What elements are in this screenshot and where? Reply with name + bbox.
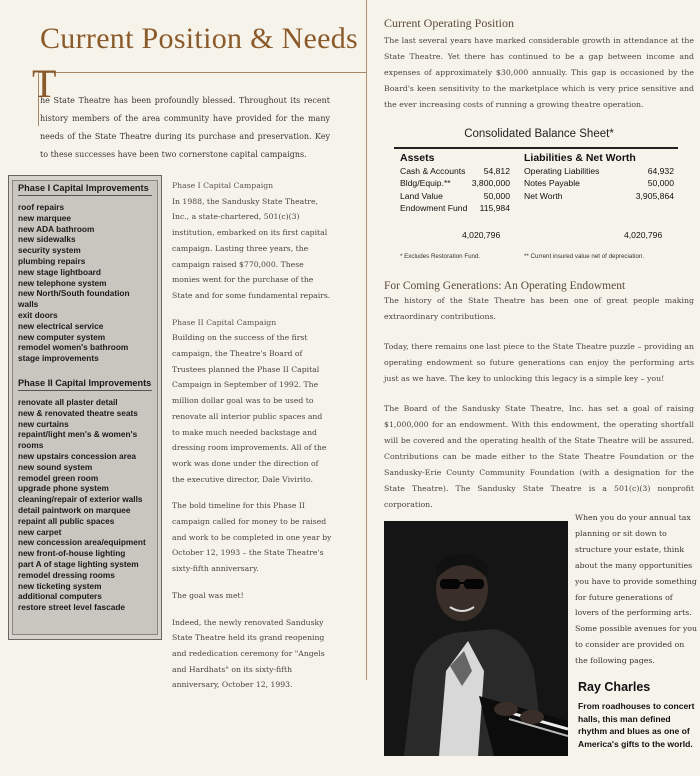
- phase1-list: [18, 202, 152, 364]
- asset-value: 54,812: [483, 166, 510, 176]
- phase1-item: new North/South foundation walls: [18, 288, 130, 310]
- phase2-item: new & renovated theatre seats: [18, 407, 138, 418]
- estate-planning-text: When you do your annual tax planning or sit down to structure your estate, think about the many opportunities you have to provide something for future generations of lovers of the performing arts. Some possible avenues for you to consider are provided on the following pages.: [575, 513, 697, 666]
- phase1-item: new electrical service: [18, 320, 104, 331]
- asset-value: 3,800,000: [471, 178, 510, 189]
- phase1-campaign-heading: Phase I Capital Campaign: [172, 181, 274, 190]
- asset-label: Endowment Fund: [400, 203, 468, 214]
- phase2-item: remodel green room: [18, 472, 99, 483]
- asset-label: Cash & Accounts: [400, 166, 466, 176]
- assets-total: 4,020,796: [462, 230, 501, 240]
- phase2-item: new sound system: [18, 461, 93, 472]
- endowment-title: For Coming Generations: An Operating Endowment: [384, 280, 626, 292]
- asset-label: Land Value: [400, 190, 443, 201]
- asset-value: 50,000: [483, 190, 510, 201]
- phase1-item: new sidewalks: [18, 234, 76, 245]
- phase1-item: roof repairs: [18, 202, 65, 212]
- phase2-item: detail paintwork on marquee: [18, 504, 131, 515]
- phase2-item: new upstairs concession area: [18, 450, 137, 461]
- liability-row: [524, 177, 674, 189]
- phase1-item: new telephone system: [18, 277, 107, 288]
- phase2-heading: Phase II Capital Improvements: [18, 378, 152, 391]
- phase2-item: renovate all plaster detail: [18, 396, 118, 407]
- phase2-campaign-heading: Phase II Capital Campaign: [172, 317, 277, 327]
- campaign-history: [172, 178, 332, 704]
- phase2-item: upgrade phone system: [18, 483, 109, 494]
- operating-position-section: [384, 16, 694, 113]
- phase2-item: cleaning/repair of exterior walls: [18, 494, 143, 505]
- phase1-heading: Phase I Capital Improvements: [18, 183, 152, 196]
- phase2-item: restore street level fascade: [18, 602, 126, 613]
- asset-label: Bldg/Equip.**: [400, 178, 451, 189]
- phase2-campaign-text: Building on the success of the first campaign, the Theatre's Board of Trustees planned the Phase II Capital Campaign in September of 1992. The million dollar goal was to be used to renovate all interior public spaces and to make much needed backstage and dressing room improvements. All of the work was done under the direction of the executive director, Dale Vivirito.: [172, 333, 327, 484]
- intro-paragraph: he State Theatre has been profoundly blessed. Throughout its recent history members of the area community have provided for the many needs of the State Theatre during its purchase and preservation. Key to these successes have been two cornerstone capital campaigns.: [40, 96, 330, 159]
- liabilities-total: 4,020,796: [624, 230, 663, 240]
- intro-dropcap: T: [32, 61, 57, 106]
- phase2-item: new ticketing system: [18, 580, 102, 591]
- liabilities-column: [524, 152, 674, 202]
- endowment-section: [384, 280, 694, 527]
- footnote-insured-value: ** Current insured value net of depreciation.: [524, 253, 645, 260]
- endowment-paragraph-1: The history of the State Theatre has been one of great people making extraordinary contributions.: [384, 296, 694, 321]
- phase1-item: remodel women's bathroom: [18, 342, 129, 353]
- assets-heading: Assets: [400, 152, 435, 164]
- balance-sheet-title: Consolidated Balance Sheet*: [464, 128, 614, 140]
- piano-player-illustration: [384, 521, 568, 756]
- ray-charles-photo: [384, 521, 568, 756]
- asset-row: [400, 177, 510, 189]
- phase2-item: part A of stage lighting system: [18, 558, 139, 569]
- phase2-item: additional computers: [18, 591, 102, 602]
- liabilities-heading: Liabilities & Net Worth: [524, 152, 636, 164]
- phase2-campaign-paragraph: [172, 315, 332, 488]
- operating-title: Current Operating Position: [384, 16, 514, 30]
- phase2-item: repaint all public spaces: [18, 515, 115, 526]
- phase2-item: remodel dressing rooms: [18, 569, 115, 580]
- phase2-item: new concession area/equipment: [18, 537, 146, 548]
- phase1-item: new marquee: [18, 212, 72, 223]
- reopening-paragraph: Indeed, the newly renovated Sandusky State Theatre held its grand reopening and rededication ceremony for "Angels and Hardhats" on its sixty-fifth anniversary, October 12, 1993.: [172, 617, 325, 690]
- liability-value: 64,932: [647, 166, 674, 176]
- goal-met-paragraph: The goal was met!: [172, 590, 244, 600]
- capital-improvements-box: [8, 175, 162, 640]
- liability-value: 3,905,864: [635, 190, 674, 201]
- liability-value: 50,000: [647, 178, 674, 189]
- title-rule: [38, 72, 366, 73]
- title-block: [22, 20, 362, 80]
- photo-subject-name: Ray Charles: [578, 680, 651, 694]
- page-title: Current Position & Needs: [40, 22, 359, 55]
- phase1-item: security system: [18, 245, 81, 256]
- phase1-item: plumbing repairs: [18, 255, 86, 266]
- phase2-item: new carpet: [18, 526, 62, 537]
- phase2-item: repaint/light men's & women's rooms: [18, 429, 138, 451]
- liability-row: [524, 190, 674, 202]
- asset-value: 115,984: [479, 203, 510, 214]
- phase1-item: new computer system: [18, 331, 106, 342]
- operating-body: The last several years have marked considerable growth in attendance at the State Theatre. Yet there has continued to be a gap between income and expenses of approximately $30,000 annually. This gap is occasioned by the Board's keen sensitivity to the marketplace which is very price sensitive and the ever increasing costs of running a growing theatre operation.: [384, 36, 694, 109]
- photo-caption: From roadhouses to concert halls, this man defined rhythm and blues as one of America's gifts to the world.: [578, 701, 695, 749]
- assets-column: [400, 152, 510, 215]
- phase2-item: new curtains: [18, 418, 69, 429]
- liability-label: Notes Payable: [524, 178, 580, 189]
- phase1-campaign-text: In 1988, the Sandusky State Theatre, Inc., a state-chartered, 501(c)(3) institution, embarked on its first capital campaign. Lasting three years, the campaign raised $770,000. These monies went for the purchase of the State and for some fundamental repairs.: [172, 196, 331, 300]
- liability-label: Operating Liabilities: [524, 166, 600, 176]
- phase1-item: new ADA bathroom: [18, 223, 95, 234]
- asset-row: [400, 202, 510, 214]
- timeline-paragraph: The bold timeline for this Phase II campaign called for money to be raised and work to be completed in one year by October 12, 1993 – the State Theatre's sixty-fifth anniversary.: [172, 501, 332, 574]
- asset-row: [400, 165, 510, 177]
- footnote-restoration: * Excludes Restoration Fund.: [400, 253, 481, 260]
- phase1-item: exit doors: [18, 309, 58, 320]
- phase1-campaign-paragraph: [172, 178, 332, 304]
- phase1-item: new stage lightboard: [18, 266, 101, 277]
- phase2-list: [18, 397, 152, 613]
- column-divider: [366, 0, 367, 680]
- endowment-paragraph-3: The Board of the Sandusky State Theatre, Inc. has set a goal of raising $1,000,000 for an endowment. With this endowment, the operating shortfall will be covered and the operating health of the State Theatre will be assured. Contributions can be made either to the State Theatre Foundation or the Sandusky-Erie County Community Foundation (with a designation for the State Theatre). The Sandusky State Theatre is a 501(c)(3) nonprofit corporation.: [384, 404, 694, 509]
- asset-row: [400, 190, 510, 202]
- phase2-item: new front-of-house lighting: [18, 548, 126, 559]
- liability-row: [524, 165, 674, 177]
- endowment-paragraph-2: Today, there remains one last piece to the State Theatre puzzle – providing an operating endowment so future generations can enjoy the performing arts just as we have. The key to unlocking this legacy is a simple key – you!: [384, 342, 694, 383]
- liability-label: Net Worth: [524, 190, 563, 201]
- phase1-item: stage improvements: [18, 353, 99, 364]
- balance-sheet-rule: [394, 147, 678, 149]
